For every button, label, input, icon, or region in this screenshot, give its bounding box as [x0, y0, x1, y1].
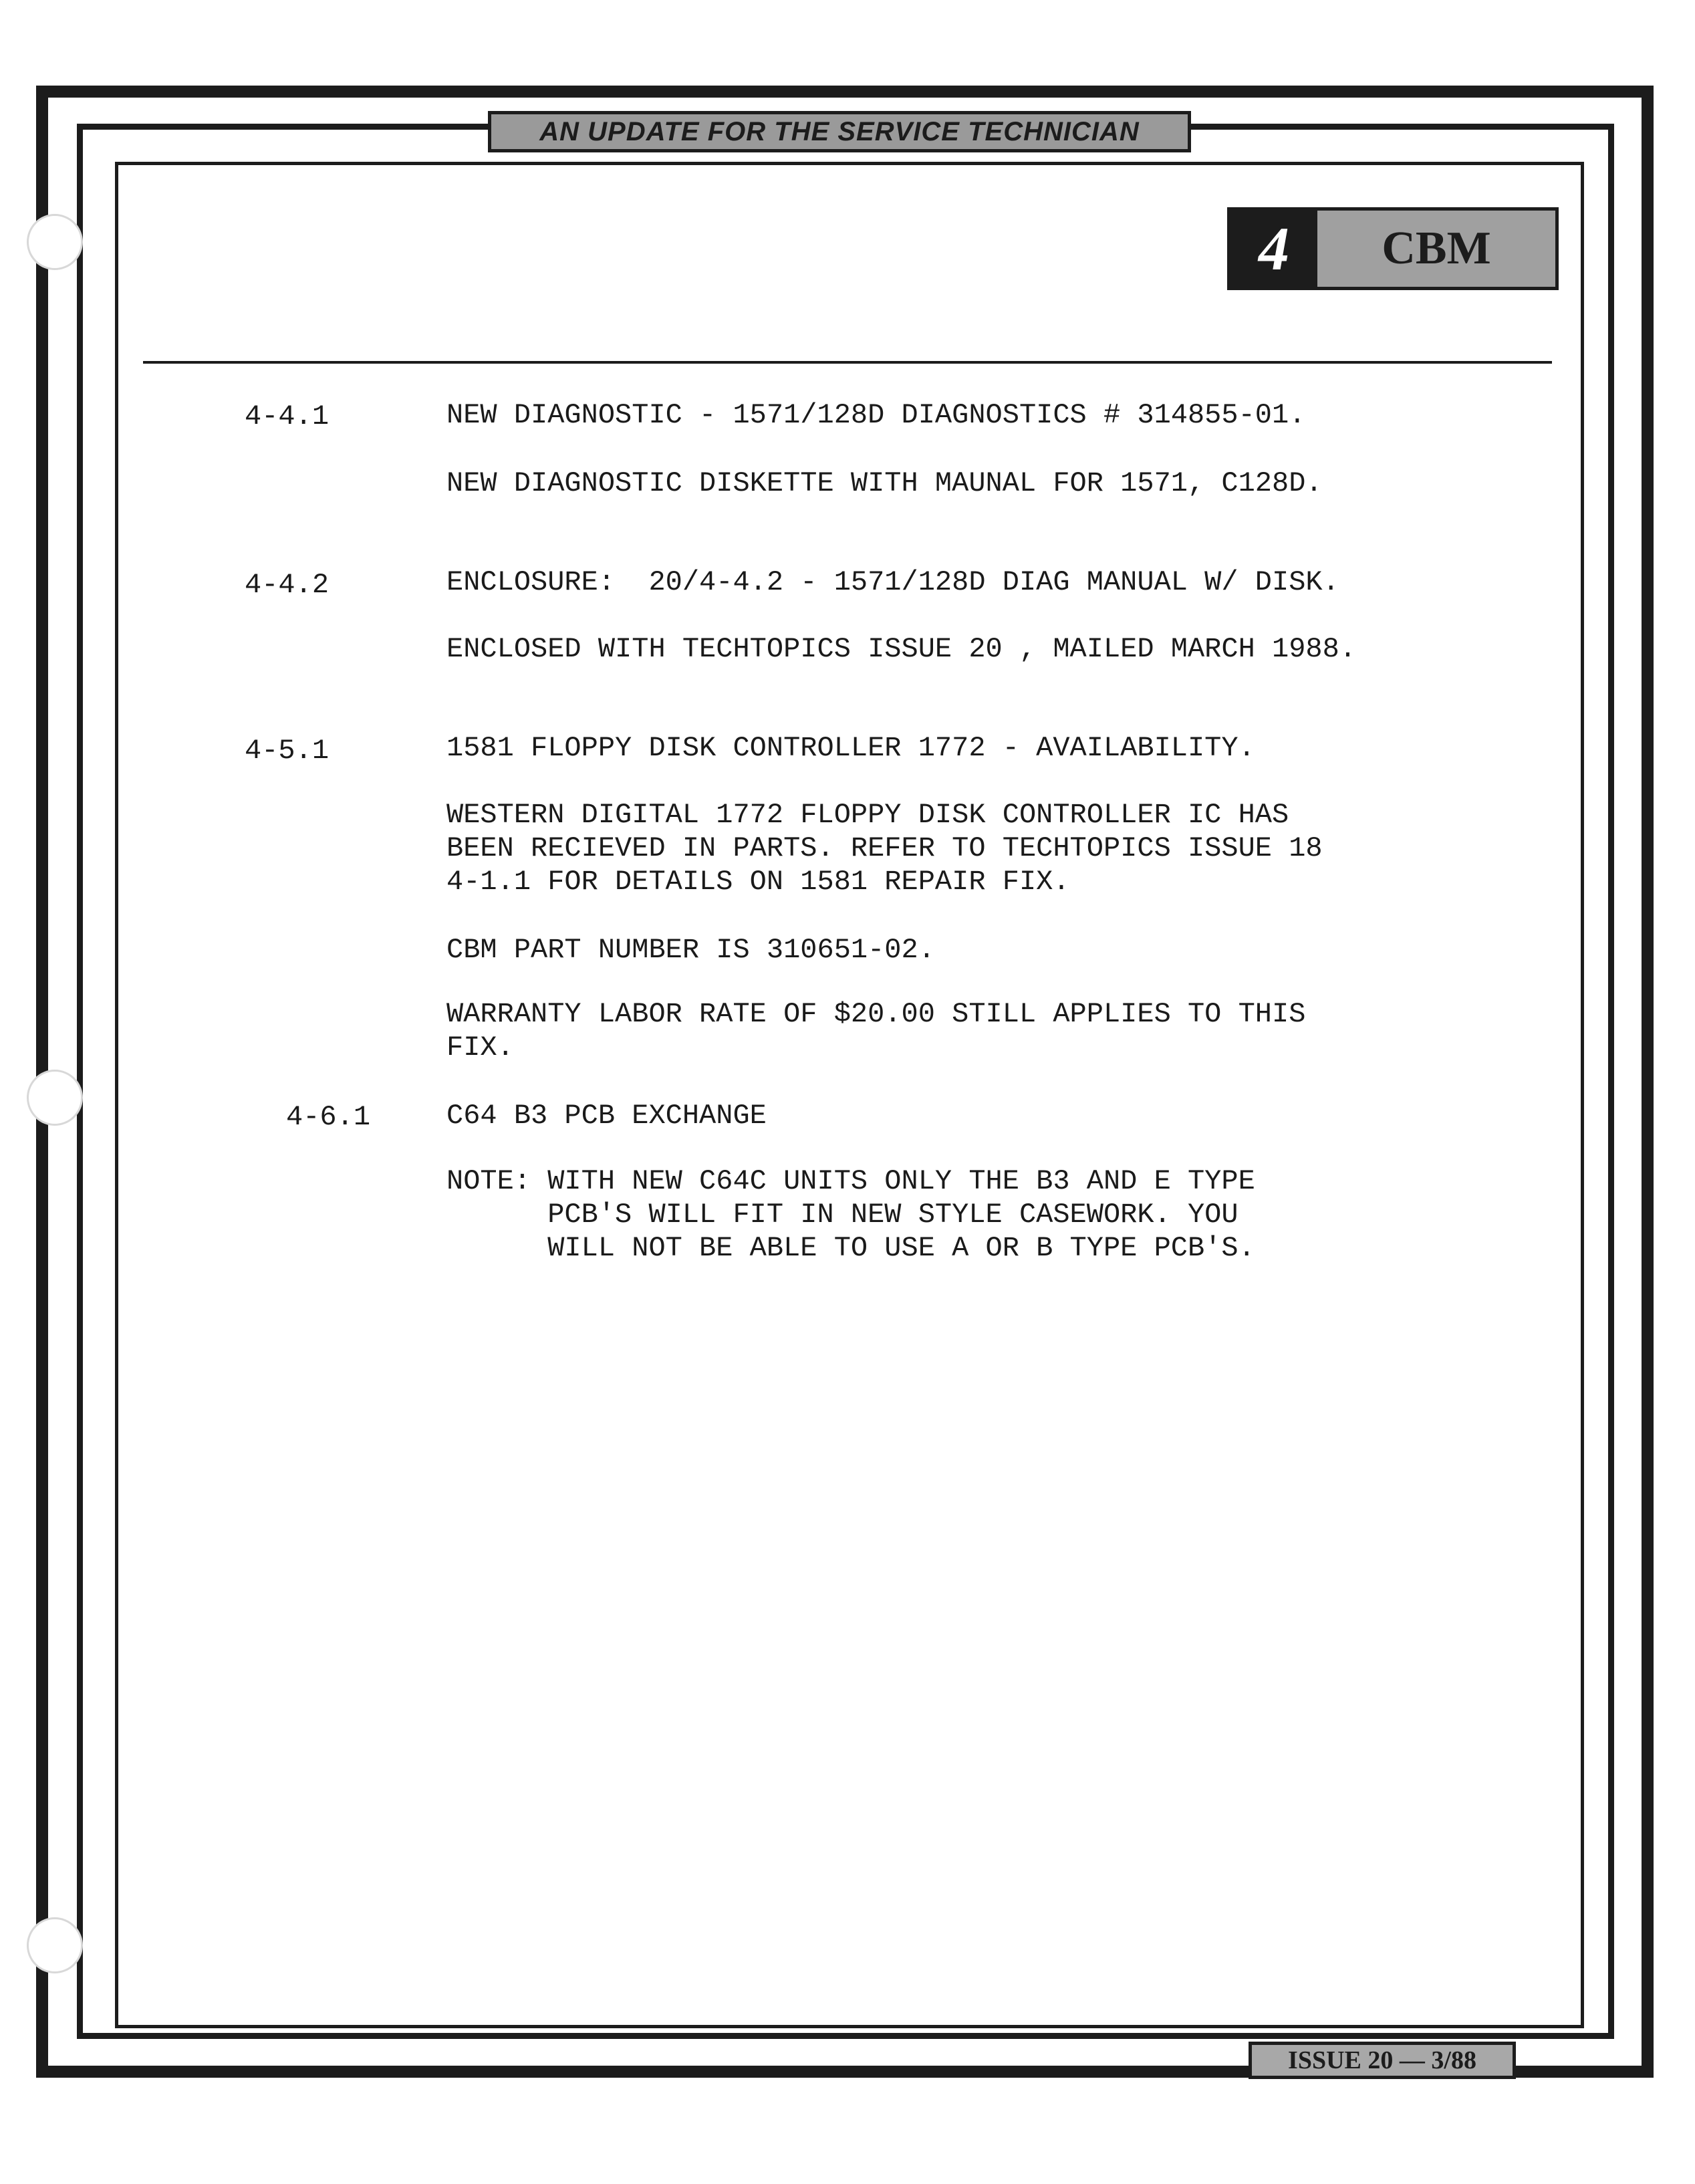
entry-paragraph: WESTERN DIGITAL 1772 FLOPPY DISK CONTROLLER IC HAS BEEN RECIEVED IN PARTS. REFER TO TECHTOPICS ISSUE 18 4-1.1 FOR DETAILS ON 1581 REPAIR FIX.: [446, 799, 1323, 898]
entry-paragraph: NOTE: WITH NEW C64C UNITS ONLY THE B3 AND E TYPE PCB'S WILL FIT IN NEW STYLE CASEWORK. YOU WILL NOT BE ABLE TO USE A OR B TYPE PCB'S.: [446, 1165, 1255, 1264]
entry-number: 4-4.1: [245, 400, 330, 433]
entry-paragraph: NEW DIAGNOSTIC DISKETTE WITH MAUNAL FOR 1571, C128D.: [446, 467, 1323, 499]
entry-paragraph: C64 B3 PCB EXCHANGE: [446, 1100, 767, 1132]
section-badge: [1227, 207, 1559, 290]
punch-hole-middle: [27, 1070, 83, 1126]
entry-number: 4-4.2: [245, 569, 330, 601]
entry-number: 4-6.1: [286, 1101, 371, 1133]
entry-paragraph: ENCLOSURE: 20/4-4.2 - 1571/128D DIAG MANUAL W/ DISK.: [446, 566, 1339, 598]
entry-paragraph: CBM PART NUMBER IS 310651-02.: [446, 934, 935, 966]
entry-paragraph: WARRANTY LABOR RATE OF $20.00 STILL APPLIES TO THIS FIX.: [446, 998, 1306, 1064]
inner-border: [115, 162, 1584, 2028]
section-number: 4: [1230, 211, 1317, 287]
entry-paragraph: ENCLOSED WITH TECHTOPICS ISSUE 20 , MAILED MARCH 1988.: [446, 633, 1357, 665]
header-banner: AN UPDATE FOR THE SERVICE TECHNICIAN: [488, 111, 1191, 152]
entry-paragraph: 1581 FLOPPY DISK CONTROLLER 1772 - AVAILABILITY.: [446, 732, 1255, 764]
issue-footer: ISSUE 20 — 3/88: [1249, 2042, 1516, 2079]
entry-paragraph: NEW DIAGNOSTIC - 1571/128D DIAGNOSTICS # 314855-01.: [446, 399, 1306, 431]
section-name: CBM: [1317, 211, 1555, 287]
entry-number: 4-5.1: [245, 735, 330, 767]
punch-hole-top: [27, 214, 83, 270]
punch-hole-bottom: [27, 1917, 83, 1973]
header-divider: [143, 361, 1552, 364]
